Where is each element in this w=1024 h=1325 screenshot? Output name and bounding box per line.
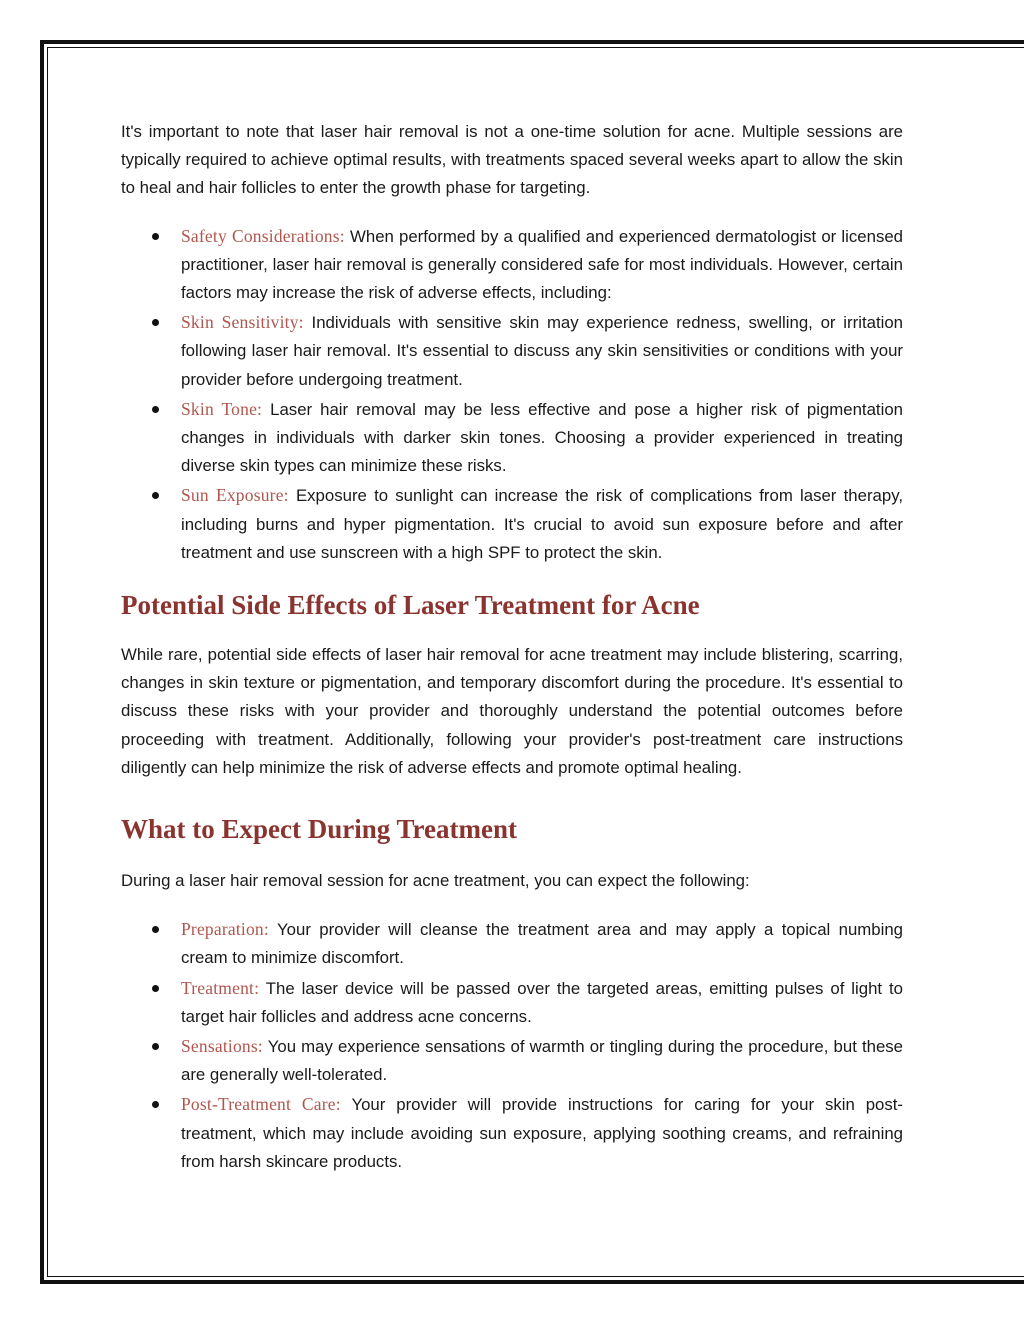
side-effects-heading: Potential Side Effects of Laser Treatment for Acne — [121, 590, 700, 621]
list-item-skin-sensitivity — [121, 308, 903, 394]
list-item-term: Safety Considerations: — [181, 225, 345, 246]
list-item-sun-exposure — [121, 481, 903, 567]
list-item-text: When performed by a qualified and experienced dermatologist or licensed practitioner, laser hair removal is generally considered safe for most individuals. However, certain factors may increase the risk of adverse effects, including: — [181, 226, 903, 303]
list-item-term: Skin Sensitivity: — [181, 312, 304, 333]
list-item-text: The laser device will be passed over the targeted areas, emitting pulses of light to target hair follicles and address acne concerns. — [181, 978, 904, 1026]
list-item-safety-considerations — [121, 222, 903, 308]
bullet-icon — [152, 492, 159, 499]
expect-heading: What to Expect During Treatment — [121, 814, 517, 845]
intro-paragraph: It's important to note that laser hair removal is not a one-time solution for acne. Multiple sessions are typically required to achieve optimal results, with treatments spaced several weeks apart to allow the skin to heal and hair follicles to enter the growth phase for targeting. — [121, 122, 903, 198]
list-item-text: Your provider will cleanse the treatment area and may apply a topical numbing cream to minimize discomfort. — [181, 920, 903, 968]
list-item-text: Exposure to sunlight can increase the risk of complications from laser therapy, including burns and hyper pigmentation. It's crucial to avoid sun exposure before and after treatment and use sunscreen with a high SPF to protect the skin. — [181, 486, 904, 562]
list-item-term: Skin Tone: — [181, 398, 263, 419]
bullet-icon — [152, 1043, 159, 1050]
bullet-icon — [152, 406, 159, 413]
bullet-icon — [152, 985, 159, 992]
bullet-icon — [152, 319, 159, 326]
list-item-text: Individuals with sensitive skin may experience redness, swelling, or irritation following laser hair removal. It's essential to discuss any skin sensitivities or conditions with your provider before undergoing treatment. — [181, 313, 903, 389]
list-item-text: You may experience sensations of warmth or tingling during the procedure, but these are generally well-tolerated. — [181, 1037, 904, 1085]
safety-list — [121, 222, 903, 567]
list-item-text: Laser hair removal may be less effective and pose a higher risk of pigmentation changes in individuals with darker skin tones. Choosing a provider experienced in treating diverse skin types can minimize these risks. — [181, 399, 903, 476]
expect-list — [121, 915, 903, 1176]
side-effects-paragraph: While rare, potential side effects of laser hair removal for acne treatment may include blistering, scarring, changes in skin texture or pigmentation, and temporary discomfort during the procedure. It's essential to discuss these risks with your provider and thoroughly understand the potential outcomes before proceeding with treatment. Additionally, following your provider's post-treatment care instructions diligently can help minimize the risk of adverse effects and promote optimal healing. — [121, 645, 903, 777]
list-item-text: Your provider will provide instructions for caring for your skin post-treatment, which may include avoiding sun exposure, applying soothing creams, and refraining from harsh skincare products. — [181, 1095, 904, 1171]
expect-intro: During a laser hair removal session for acne treatment, you can expect the following: — [121, 871, 750, 891]
list-item-sensations — [121, 1032, 903, 1089]
bullet-icon — [152, 1101, 159, 1108]
list-item-preparation — [121, 915, 903, 972]
list-item-term: Treatment: — [181, 977, 260, 998]
bullet-icon — [152, 233, 159, 240]
bullet-icon — [152, 926, 159, 933]
list-item-treatment — [121, 974, 903, 1031]
list-item-skin-tone — [121, 395, 903, 481]
list-item-term: Post-Treatment Care: — [181, 1094, 341, 1115]
list-item-term: Sun Exposure: — [181, 485, 289, 506]
list-item-term: Preparation: — [181, 919, 269, 940]
document-content — [121, 118, 903, 1177]
list-item-term: Sensations: — [181, 1036, 263, 1057]
list-item-post-treatment-care — [121, 1090, 903, 1176]
